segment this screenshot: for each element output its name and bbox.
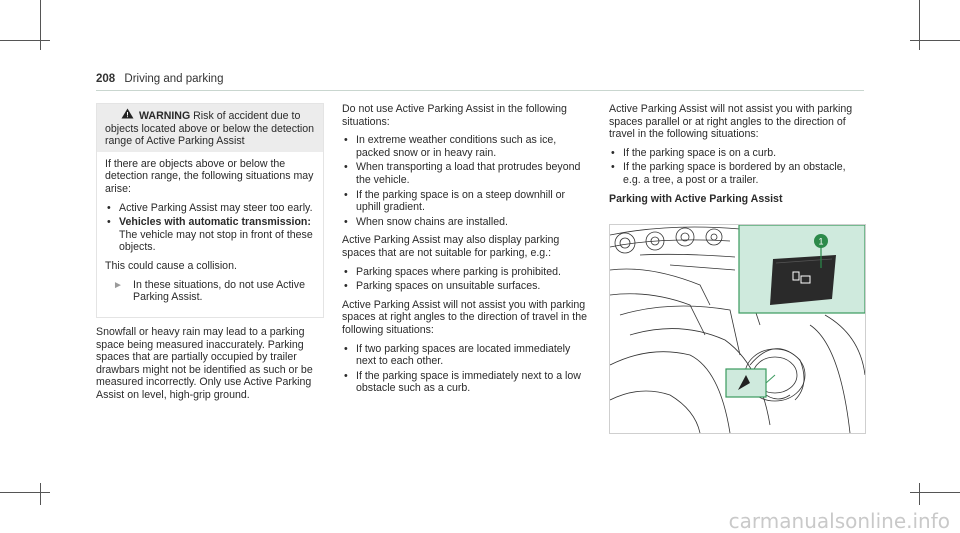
crop-mark <box>910 40 960 41</box>
col2-para3: Active Parking Assist will not assist you with parking spaces at right angles to the direction of travel in the following situations: <box>342 298 587 336</box>
list-item: • If the parking space is on a curb. <box>611 146 777 159</box>
list-item: • Vehicles with automatic transmission: The vehicle may not stop in front of these objects. <box>107 216 313 254</box>
watermark-bar <box>0 505 960 533</box>
col3-intro: Active Parking Assist will not assist you with parking spaces parallel or at right angles to the direction of travel in the following situations: <box>609 103 853 141</box>
watermark-text: carmanualsonline.info <box>728 509 950 533</box>
warning-box <box>96 103 324 318</box>
list-item: • If the parking space is on a steep downhill or uphill gradient. <box>344 188 566 214</box>
page-number: 208 <box>96 73 116 85</box>
crop-mark <box>910 492 960 493</box>
list-item: • In extreme weather conditions such as ice, packed snow or in heavy rain. <box>344 134 557 159</box>
console-drawing <box>610 225 865 433</box>
warning-label: WARNING <box>139 110 191 122</box>
list-item: • Active Parking Assist may steer too early. <box>107 201 313 214</box>
section-title: Driving and parking <box>124 73 224 85</box>
header-rule <box>96 90 864 91</box>
warning-triangle-icon <box>121 108 135 123</box>
crop-mark <box>0 492 50 493</box>
warning-title: Risk of accident due to objects located above or below the detection range of Active Parking Assist <box>105 110 315 148</box>
action-arrow-icon: ► <box>113 279 123 291</box>
warning-header <box>97 104 323 152</box>
list-item: • Parking spaces on unsuitable surfaces. <box>344 280 541 293</box>
col2-para2: Active Parking Assist may also display parking spaces that are not suitable for parking, e.g.: <box>342 234 560 259</box>
warning-action: ► In these situations, do not use Active Parking Assist. <box>113 278 305 304</box>
column-3 <box>609 103 859 205</box>
crop-mark <box>40 0 41 50</box>
warning-intro: If there are objects above or below the detection range, the following situations may arise: <box>105 157 314 195</box>
col1-paragraph: Snowfall or heavy rain may lead to a parking space being measured inaccurately. Parking spaces that are partially occupied by trailer drawbars might not be identified as such or be measured incorrectly. Only use Active Parking Assist on level, high-grip ground. <box>96 326 313 401</box>
section-subheading: Parking with Active Parking Assist <box>609 192 783 205</box>
list-item: • If the parking space is immediately next to a low obstacle such as a curb. <box>344 369 581 395</box>
list-item: • When snow chains are installed. <box>344 215 508 228</box>
list-item: • When transporting a load that protrudes beyond the vehicle. <box>344 161 581 186</box>
warning-consequence: This could cause a collision. <box>105 259 237 272</box>
page-header <box>96 73 223 85</box>
list-item: • If two parking spaces are located immediately next to each other. <box>344 342 571 368</box>
list-item: • If the parking space is bordered by an obstacle, e.g. a tree, a post or a trailer. <box>611 161 846 186</box>
crop-mark <box>0 40 50 41</box>
parking-assist-illustration <box>609 224 866 434</box>
col2-intro: Do not use Active Parking Assist in the following situations: <box>342 103 567 128</box>
crop-mark <box>919 0 920 50</box>
list-item: • Parking spaces where parking is prohibited. <box>344 265 561 278</box>
callout-number: 1 <box>818 236 824 247</box>
column-2 <box>342 103 592 401</box>
